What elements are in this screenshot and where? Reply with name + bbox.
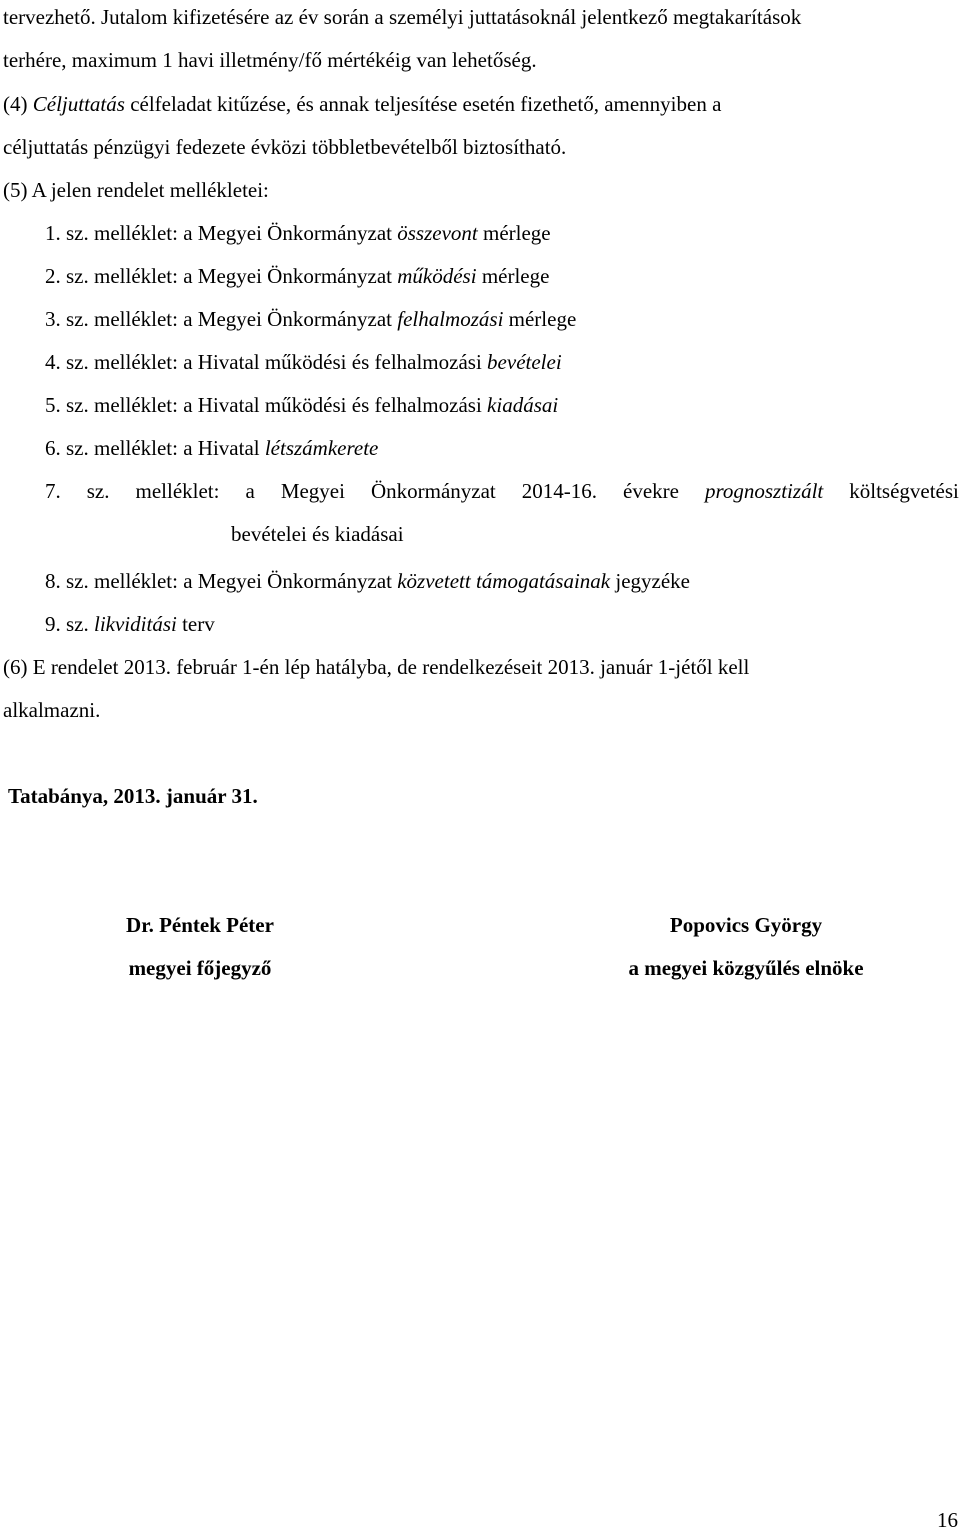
- paragraph-4-line-1: [3, 83, 721, 127]
- paragraph-4-prefix: (4): [3, 92, 33, 116]
- annex-item: [45, 603, 215, 647]
- page-number: 16: [937, 1508, 958, 1532]
- paragraph-4-italic: Céljuttatás: [32, 92, 125, 116]
- annex-item: [45, 341, 562, 385]
- annex-item: [45, 470, 959, 514]
- annex-item-word: 2014-16.: [521, 479, 598, 503]
- annex-item-emphasis: bevételei: [487, 350, 562, 374]
- paragraph-6-line-1: [3, 646, 749, 690]
- annex-item-emphasis: likviditási: [94, 612, 177, 636]
- annex-item-text: 9. sz.: [45, 612, 94, 636]
- paragraph-6-text-1: (6) E rendelet 2013. február 1-én lép hatályba, de rendelkezéseit 2013. január 1-jétől kell: [3, 655, 750, 679]
- paragraph-5-intro-text: (5) A jelen rendelet mellékletei:: [3, 178, 269, 202]
- annex-item-text: 2. sz. melléklet: a Megyei Önkormányzat: [45, 264, 398, 288]
- annex-item-text: 3. sz. melléklet: a Megyei Önkormányzat: [45, 307, 398, 331]
- paragraph-6-text-2: alkalmazni.: [3, 698, 101, 722]
- annex-item-suffix: költségvetési: [849, 479, 959, 503]
- annex-item-emphasis: működési: [397, 264, 477, 288]
- annex-item-word: Önkormányzat: [370, 479, 496, 503]
- signature-left-name: Dr. Péntek Péter: [126, 913, 274, 937]
- annex-item-suffix: mérlege: [503, 307, 577, 331]
- signature-left-title: megyei főjegyző: [128, 956, 272, 980]
- annex-item: [45, 212, 551, 256]
- annex-item-emphasis: létszámkerete: [264, 436, 379, 460]
- annex-item-suffix: mérlege: [476, 264, 550, 288]
- paragraph-top-text-2: terhére, maximum 1 havi illetmény/fő mértékéig van lehetőség.: [3, 48, 537, 72]
- annex-item: [45, 384, 558, 428]
- paragraph-top-line-2: [3, 39, 537, 83]
- place-date-text: Tatabánya, 2013. január 31.: [8, 784, 258, 808]
- annex-item-word: 7.: [45, 479, 61, 503]
- annex-item-word: Megyei: [280, 479, 345, 503]
- annex-item-text: 4. sz. melléklet: a Hivatal működési és felhalmozási: [45, 350, 488, 374]
- paragraph-top-text-1: tervezhető. Jutalom kifizetésére az év során a személyi juttatásoknál jelentkező megtakarítások: [3, 5, 802, 29]
- annex-item-word: a: [245, 479, 255, 503]
- paragraph-4-line-2: [3, 126, 566, 170]
- annex-item-suffix: terv: [176, 612, 215, 636]
- signature-right-title: a megyei közgyűlés elnöke: [628, 956, 864, 980]
- annex-item-word: melléklet:: [135, 479, 220, 503]
- annex-item-word: sz.: [86, 479, 110, 503]
- annex-item-emphasis: közvetett támogatásainak: [397, 569, 611, 593]
- annex-item: [45, 298, 576, 342]
- annex-item-emphasis: prognosztizált: [704, 479, 824, 503]
- annex-item-emphasis: kiadásai: [487, 393, 559, 417]
- paragraph-5-intro: [3, 169, 269, 213]
- annex-item-continuation: bevételei és kiadásai: [231, 522, 404, 546]
- annex-item-suffix: mérlege: [477, 221, 551, 245]
- paragraph-6-line-2: [3, 689, 100, 733]
- annex-item-emphasis: összevont: [397, 221, 478, 245]
- annex-item-word: évekre: [623, 479, 679, 503]
- annex-item: [45, 427, 378, 471]
- place-date: [8, 775, 258, 819]
- annex-item-text: 1. sz. melléklet: a Megyei Önkormányzat: [45, 221, 398, 245]
- paragraph-4-rest: célfeladat kitűzése, és annak teljesítése esetén fizethető, amennyiben a: [124, 92, 722, 116]
- paragraph-top-line-1: [3, 0, 957, 40]
- paragraph-4-text-2: céljuttatás pénzügyi fedezete évközi többletbevételből biztosítható.: [3, 135, 567, 159]
- annex-item: [45, 560, 690, 604]
- annex-item-text: 5. sz. melléklet: a Hivatal működési és felhalmozási: [45, 393, 488, 417]
- signature-right-name: Popovics György: [669, 913, 823, 937]
- annex-item-text: 6. sz. melléklet: a Hivatal: [45, 436, 265, 460]
- annex-item-text: 8. sz. melléklet: a Megyei Önkormányzat: [45, 569, 398, 593]
- annex-item-suffix: jegyzéke: [610, 569, 690, 593]
- annex-item-emphasis: felhalmozási: [397, 307, 504, 331]
- annex-item: [45, 255, 549, 299]
